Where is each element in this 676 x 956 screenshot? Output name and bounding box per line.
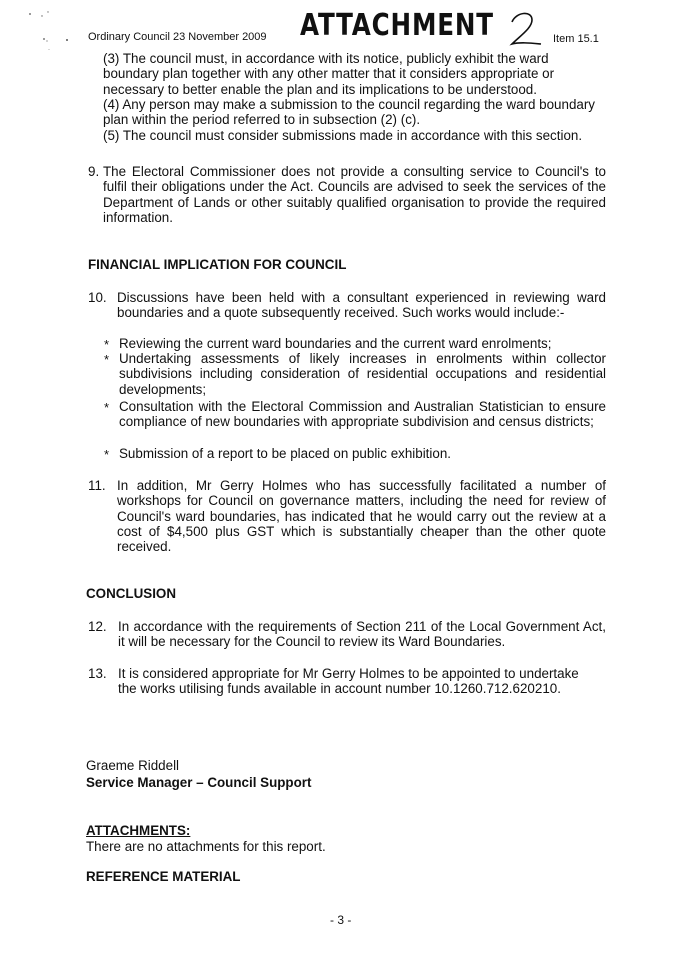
bullet-marker: *	[104, 400, 110, 415]
scan-specks	[26, 10, 76, 50]
para-13-number: 13.	[88, 666, 107, 681]
subsection-list	[103, 51, 603, 144]
header-item: Item 15.1	[553, 33, 599, 45]
para-11-text: In addition, Mr Gerry Holmes who has successfully facilitated a number of workshops for Council on governance matters, including the need for review of Council's ward boundaries, has indicated that he would carry out the review at a cost of $4,500 plus GST which is substantially cheaper than the other quote received.	[117, 478, 606, 555]
attachments-heading: ATTACHMENTS:	[86, 823, 191, 838]
subsection-4: (4) Any person may make a submission to the council regarding the ward boundary plan within the period referred to in subsection (2) (c).	[103, 96, 595, 128]
subsection-5: (5) The council must consider submissions made in accordance with this section.	[103, 128, 583, 144]
bullet-marker: *	[104, 447, 110, 462]
subsection-3: (3) The council must, in accordance with its notice, publicly exhibit the ward boundary plan together with any other matter that it considers appropriate or necessary to better enable the plan and its implications to be understood.	[103, 51, 555, 97]
bullet-item: Reviewing the current ward boundaries and the current ward enrolments;	[119, 336, 552, 351]
para-9-text: The Electoral Commissioner does not provide a consulting service to Council's to fulfil their obligations under the Act. Councils are advised to seek the services of the Department of Lands or other suitably qualified organisation to provide the required information.	[103, 164, 606, 225]
attachment-stamp: ATTACHMENT	[300, 8, 494, 43]
header-meeting: Ordinary Council 23 November 2009	[88, 31, 267, 43]
bullet-item: Consultation with the Electoral Commission and Australian Statistician to ensure compliance of new boundaries with appropriate subdivision and census districts;	[119, 399, 606, 430]
attachments-text: There are no attachments for this report.	[86, 839, 326, 854]
bullet-marker: *	[104, 352, 110, 367]
para-12-number: 12.	[88, 619, 107, 634]
bullet-item: Submission of a report to be placed on public exhibition.	[119, 446, 451, 461]
bullet-item: Undertaking assessments of likely increases in enrolments within collector subdivisions including consideration of residential occupations and residential developments;	[119, 351, 606, 397]
financial-heading: FINANCIAL IMPLICATION FOR COUNCIL	[88, 257, 347, 272]
bullet-marker: *	[104, 337, 110, 352]
para-10-text: Discussions have been held with a consultant experienced in reviewing ward boundaries and a quote subsequently received. Such works would include:-	[117, 290, 606, 321]
para-11-number: 11.	[88, 478, 106, 493]
para-9-number: 9.	[88, 164, 100, 179]
page-number: - 3 -	[330, 913, 352, 927]
para-13-text: It is considered appropriate for Mr Gerry Holmes to be appointed to undertake the works utilising funds available in account number 10.1260.712.620210.	[118, 666, 579, 697]
handwritten-number	[508, 10, 542, 48]
signatory-name: Graeme Riddell	[86, 758, 180, 773]
reference-heading: REFERENCE MATERIAL	[86, 869, 241, 884]
para-10-number: 10.	[88, 290, 107, 305]
signatory-title: Service Manager – Council Support	[86, 775, 312, 790]
para-12-text: In accordance with the requirements of Section 211 of the Local Government Act, it will be necessary for the Council to review its Ward Boundaries.	[118, 619, 606, 650]
conclusion-heading: CONCLUSION	[86, 586, 177, 601]
